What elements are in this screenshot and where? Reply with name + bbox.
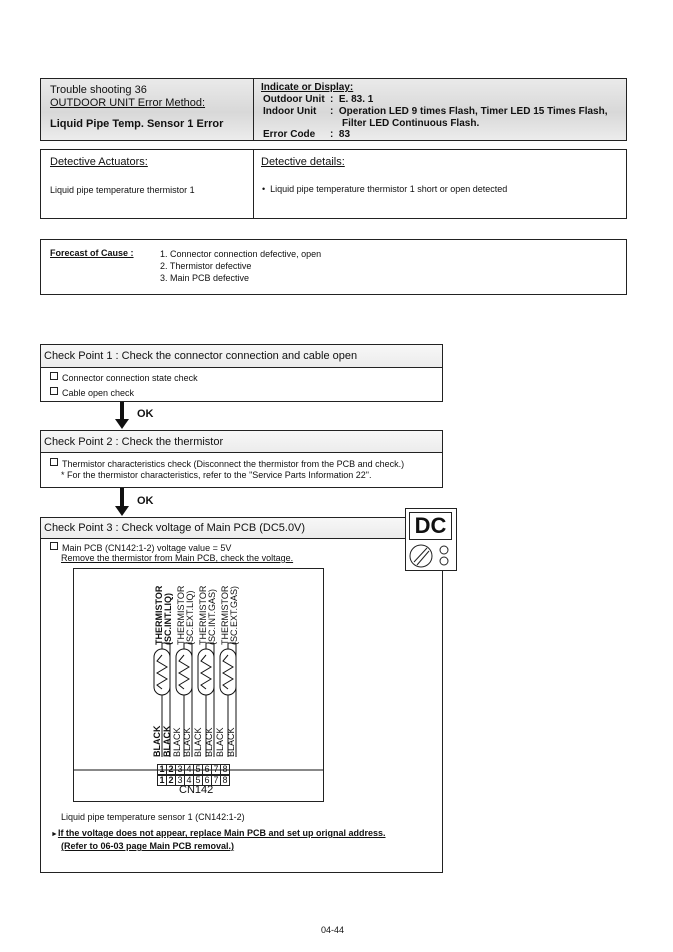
- header-left: [41, 79, 254, 140]
- pin: 6: [202, 775, 212, 786]
- detective-details-label: Detective details:: [261, 156, 345, 168]
- wire-color-label: BLACK: [172, 727, 182, 757]
- thermistor-code: (SC.EXT.LIQ): [185, 590, 195, 645]
- connector-diagram: [73, 568, 324, 802]
- forecast-label: Forecast of Cause :: [50, 248, 134, 258]
- check-item-label: Connector connection state check: [62, 373, 198, 383]
- connector-label: CN142: [179, 784, 214, 796]
- check-item: [50, 458, 404, 469]
- check-point-2-header: [41, 431, 442, 453]
- pin: 5: [193, 764, 203, 775]
- check-item: [50, 387, 134, 398]
- thermistor-label: THERMISTOR: [154, 585, 164, 645]
- detective-actuators-value: Liquid pipe temperature thermistor 1: [50, 185, 195, 195]
- wire-color-label: BLACK: [152, 725, 162, 757]
- bullet-icon: •: [262, 184, 271, 194]
- checkbox-icon[interactable]: [50, 387, 58, 395]
- ok-label: OK: [137, 408, 154, 420]
- check-item-label: Thermistor characteristics check (Disconnect the thermistor from the PCB and check.): [62, 459, 405, 469]
- pin: 5: [193, 775, 203, 786]
- check-item-label: Cable open check: [62, 388, 135, 398]
- meter-label: DC: [414, 513, 447, 538]
- pin: 8: [220, 764, 230, 775]
- pin: 4: [184, 764, 194, 775]
- pin: 3: [175, 764, 185, 775]
- thermistor-label: THERMISTOR: [176, 585, 186, 645]
- wire-color-label: BLACK: [226, 727, 236, 757]
- pin: 4: [184, 775, 194, 786]
- wire-color-label: BLACK: [162, 725, 172, 757]
- error-name: Liquid Pipe Temp. Sensor 1 Error: [50, 118, 224, 130]
- error-code-value: : 83: [330, 129, 351, 140]
- forecast-item-1: 1. Connector connection defective, open: [160, 249, 322, 259]
- error-method-label: OUTDOOR UNIT Error Method:: [50, 97, 206, 109]
- check-item: [50, 542, 231, 553]
- ok-label: OK: [137, 495, 154, 507]
- thermistor-label: THERMISTOR: [220, 585, 230, 645]
- indoor-unit-label: Indoor Unit: [263, 106, 317, 117]
- check-point-3: [40, 517, 443, 873]
- check-point-1-header: [41, 345, 442, 368]
- indoor-unit-value-1: : Operation LED 9 times Flash, Timer LED 15 Times Flash,: [330, 106, 608, 117]
- pin: 2: [166, 775, 176, 786]
- check-item: [50, 372, 198, 383]
- error-code-label: Error Code: [263, 129, 316, 140]
- check-point-1: [40, 344, 443, 402]
- pin: 7: [211, 775, 221, 786]
- sensor-caption: Liquid pipe temperature sensor 1 (CN142:1-2): [61, 812, 245, 822]
- indoor-unit-value-2: Filter LED Continuous Flash.: [342, 118, 480, 129]
- wire-color-label: BLACK: [182, 727, 192, 757]
- wire-color-label: BLACK: [204, 727, 214, 757]
- detective-details-item: [262, 184, 507, 194]
- action-line-1: ►If the voltage does not appear, replace Main PCB and set up orignal address.: [51, 828, 386, 838]
- pin: 7: [211, 764, 221, 775]
- dc-meter-icon: [405, 508, 457, 571]
- pin: 8: [220, 775, 230, 786]
- page-number: 04-44: [321, 925, 345, 935]
- forecast-item-3: 3. Main PCB defective: [160, 273, 250, 283]
- thermistor-code: (SC.INT.LIQ): [163, 593, 173, 645]
- thermistor-label: THERMISTOR: [198, 585, 208, 645]
- detective-box: [40, 149, 627, 219]
- forecast-item-2: 2. Thermistor defective: [160, 261, 252, 271]
- pin: 1: [157, 775, 167, 786]
- checkbox-icon[interactable]: [50, 542, 58, 550]
- pin: 6: [202, 764, 212, 775]
- action-line-2: (Refer to 06-03 page Main PCB removal.): [61, 841, 235, 851]
- detective-details-value: Liquid pipe temperature thermistor 1 short or open detected: [270, 184, 508, 194]
- check-point-2: [40, 430, 443, 488]
- pointer-triangle-icon: ►: [51, 831, 58, 838]
- forecast-box: [40, 239, 627, 295]
- check-point-3-title: Check Point 3 : Check voltage of Main PCB (DC5.0V): [44, 522, 306, 534]
- pin: 3: [175, 775, 185, 786]
- pin: 2: [166, 764, 176, 775]
- indicate-label: Indicate or Display:: [261, 82, 354, 93]
- meter-dial-icon: [408, 542, 454, 570]
- wire-color-label: BLACK: [193, 727, 203, 757]
- check-item-label: Main PCB (CN142:1-2) voltage value = 5V: [62, 543, 232, 553]
- checkbox-icon[interactable]: [50, 372, 58, 380]
- outdoor-unit-value: : E. 83. 1: [330, 94, 374, 105]
- meter-display: [409, 512, 452, 540]
- checkbox-icon[interactable]: [50, 458, 58, 466]
- thermistor-code: (SC.EXT.GAS): [229, 585, 239, 645]
- outdoor-unit-label: Outdoor Unit: [263, 94, 325, 105]
- check-point-2-note: * For the thermistor characteristics, refer to the "Service Parts Information 22".: [61, 470, 372, 480]
- trouble-title: Trouble shooting 36: [50, 84, 147, 96]
- check-point-2-title: Check Point 2 : Check the thermistor: [44, 436, 224, 448]
- pin: 1: [157, 764, 167, 775]
- detective-actuators-label: Detective Actuators:: [50, 156, 148, 168]
- check-point-3-header: [41, 518, 442, 539]
- header-box: [40, 78, 627, 141]
- thermistor-code: (SC.INT.GAS): [207, 588, 217, 645]
- check-point-1-title: Check Point 1 : Check the connector connection and cable open: [44, 350, 358, 362]
- check-point-3-note: Remove the thermistor from Main PCB, check the voltage.: [61, 553, 294, 563]
- wire-color-label: BLACK: [215, 727, 225, 757]
- detective-actuators-cell: [41, 150, 254, 218]
